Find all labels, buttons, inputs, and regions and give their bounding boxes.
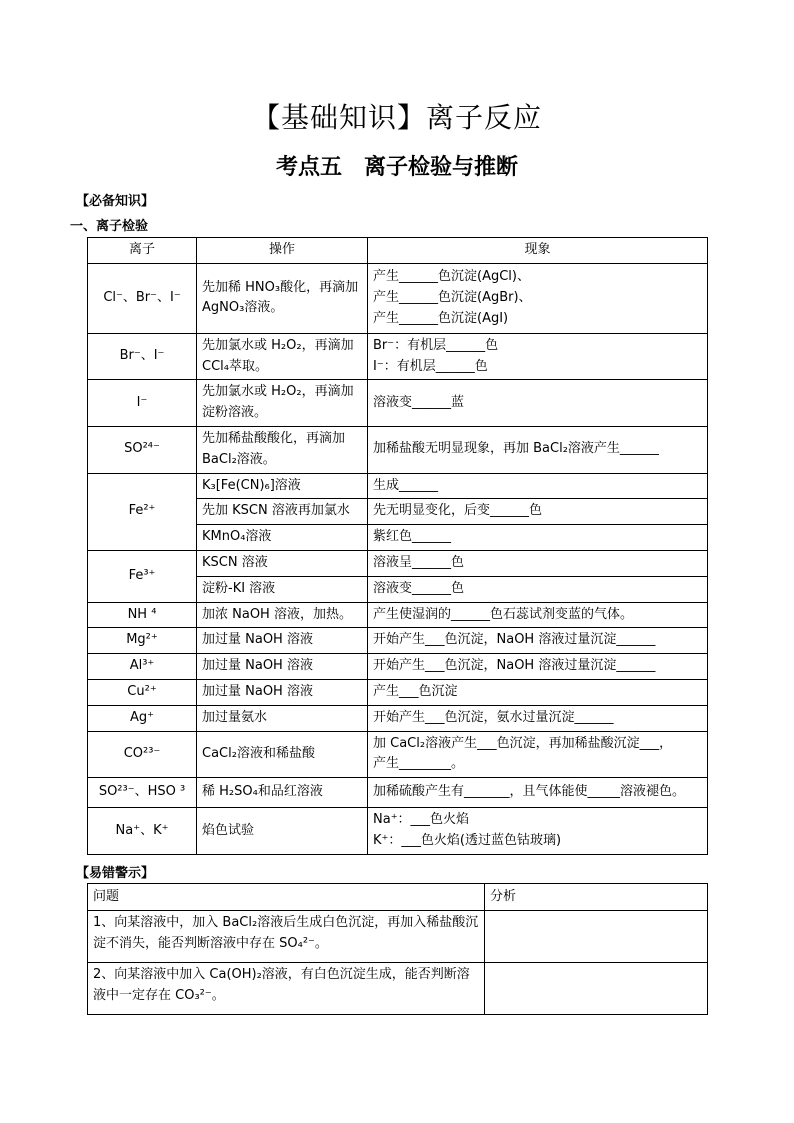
phenomenon-cell	[368, 731, 708, 778]
table-row	[88, 628, 708, 654]
section1-heading: 一、离子检验	[70, 219, 149, 234]
phenomenon-line: Br⁻：有机层______色	[373, 337, 499, 353]
ion-cell: SO²³⁻、HSO ³	[88, 778, 197, 808]
ion-test-table	[87, 237, 708, 855]
phenomenon-line: 产生________。	[373, 756, 465, 772]
ion-cell: Mg²⁺	[88, 628, 197, 654]
question-cell: 1、向某溶液中，加入 BaCl₂溶液后生成白色沉淀，再加入稀盐酸沉淀不消失，能否判断溶液中存在 SO₄²⁻。	[88, 911, 485, 963]
phenomenon-cell: 溶液变______蓝	[368, 380, 708, 427]
table-row	[88, 679, 708, 705]
operation-cell: 稀 H₂SO₄和品红溶液	[197, 778, 368, 808]
operation-cell: 加过量氨水	[197, 705, 368, 731]
ion-cell: CO²³⁻	[88, 731, 197, 778]
ion-cell: SO²⁴⁻	[88, 426, 197, 473]
section2-label: 【易错警示】	[76, 866, 155, 881]
analysis-cell[interactable]	[485, 963, 708, 1015]
phenomenon-line: 产生______色沉淀(AgI)	[373, 310, 509, 326]
phenomenon-cell: 开始产生___色沉淀，NaOH 溶液过量沉淀______	[368, 654, 708, 680]
table-row	[88, 473, 708, 499]
table-header-row	[88, 884, 708, 911]
ion-cell: Na⁺、K⁺	[88, 808, 197, 855]
ion-cell: Cl⁻、Br⁻、I⁻	[88, 263, 197, 333]
operation-cell: 加浓 NaOH 溶液，加热。	[197, 602, 368, 628]
phenomenon-cell: 紫红色______	[368, 525, 708, 551]
table-row	[88, 705, 708, 731]
ion-cell: Fe²⁺	[88, 473, 197, 550]
operation-cell: 先加稀盐酸酸化，再滴加 BaCl₂溶液。	[197, 426, 368, 473]
table-row	[88, 654, 708, 680]
phenomenon-line: 加 CaCl₂溶液产生___色沉淀，再加稀盐酸沉淀___，	[373, 735, 673, 751]
phenomenon-cell: 生成______	[368, 473, 708, 499]
ion-cell: I⁻	[88, 380, 197, 427]
table-row	[88, 731, 708, 778]
operation-cell: 焰色试验	[197, 808, 368, 855]
page-subtitle: 考点五 离子检验与推断	[275, 155, 518, 180]
question-cell: 2、向某溶液中加入 Ca(OH)₂溶液，有白色沉淀生成，能否判断溶液中一定存在 CO₃²⁻。	[88, 963, 485, 1015]
table-row	[88, 426, 708, 473]
header-question: 问题	[88, 884, 485, 911]
phenomenon-cell: 溶液变______色	[368, 576, 708, 602]
ion-cell: Cu²⁺	[88, 679, 197, 705]
error-warning-table	[87, 883, 708, 1015]
operation-cell: 先加氯水或 H₂O₂，再滴加 CCl₄萃取。	[197, 333, 368, 380]
table-row	[88, 911, 708, 963]
operation-cell: 加过量 NaOH 溶液	[197, 679, 368, 705]
phenomenon-cell	[368, 808, 708, 855]
phenomenon-line: Na⁺：___色火焰	[373, 812, 470, 828]
phenomenon-cell: 产生___色沉淀	[368, 679, 708, 705]
phenomenon-line: 产生______色沉淀(AgCl)、	[373, 269, 530, 285]
table-row	[88, 778, 708, 808]
table-row	[88, 602, 708, 628]
ion-cell: Fe³⁺	[88, 550, 197, 602]
operation-cell: 加过量 NaOH 溶液	[197, 654, 368, 680]
header-analysis: 分析	[485, 884, 708, 911]
phenomenon-cell: 开始产生___色沉淀，氨水过量沉淀______	[368, 705, 708, 731]
table-row	[88, 550, 708, 576]
table-row	[88, 380, 708, 427]
analysis-cell[interactable]	[485, 911, 708, 963]
page-title: 【基础知识】离子反应	[251, 101, 542, 134]
phenomenon-cell: 开始产生___色沉淀，NaOH 溶液过量沉淀______	[368, 628, 708, 654]
table-row	[88, 808, 708, 855]
operation-cell: K₃[Fe(CN)₆]溶液	[197, 473, 368, 499]
phenomenon-cell: 先无明显变化，后变______色	[368, 499, 708, 525]
operation-cell: 先加稀 HNO₃酸化，再滴加 AgNO₃溶液。	[197, 263, 368, 333]
header-phenomenon: 现象	[368, 238, 708, 264]
phenomenon-line: I⁻：有机层______色	[373, 358, 488, 374]
phenomenon-line: K⁺：___色火焰(透过蓝色钴玻璃)	[373, 832, 562, 848]
phenomenon-cell: 产生使湿润的______色石蕊试剂变蓝的气体。	[368, 602, 708, 628]
header-operation: 操作	[197, 238, 368, 264]
ion-cell: Al³⁺	[88, 654, 197, 680]
operation-cell: 先加 KSCN 溶液再加氯水	[197, 499, 368, 525]
operation-cell: 先加氯水或 H₂O₂，再滴加淀粉溶液。	[197, 380, 368, 427]
phenomenon-cell	[368, 263, 708, 333]
ion-cell: Br⁻、I⁻	[88, 333, 197, 380]
table-row	[88, 333, 708, 380]
operation-cell: KSCN 溶液	[197, 550, 368, 576]
phenomenon-cell	[368, 333, 708, 380]
phenomenon-cell: 溶液呈______色	[368, 550, 708, 576]
operation-cell: 加过量 NaOH 溶液	[197, 628, 368, 654]
ion-cell: NH ⁴	[88, 602, 197, 628]
phenomenon-line: 产生______色沉淀(AgBr)、	[373, 289, 532, 305]
ion-cell: Ag⁺	[88, 705, 197, 731]
table-row	[88, 263, 708, 333]
phenomenon-cell: 加稀硫酸产生有_______，且气体能使_____溶液褪色。	[368, 778, 708, 808]
operation-cell: KMnO₄溶液	[197, 525, 368, 551]
table-header-row	[88, 238, 708, 264]
phenomenon-cell: 加稀盐酸无明显现象，再加 BaCl₂溶液产生______	[368, 426, 708, 473]
table-row	[88, 963, 708, 1015]
operation-cell: 淀粉-KI 溶液	[197, 576, 368, 602]
header-ion: 离子	[88, 238, 197, 264]
operation-cell: CaCl₂溶液和稀盐酸	[197, 731, 368, 778]
section1-label: 【必备知识】	[76, 194, 155, 209]
